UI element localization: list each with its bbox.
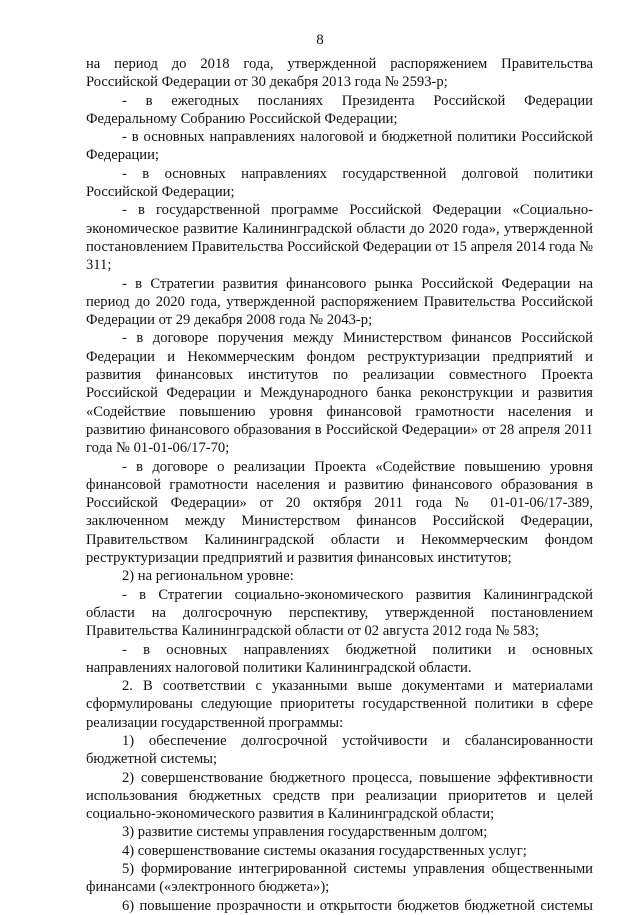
paragraph-6: - в Стратегии развития финансового рынка Российской Федерации на период до 2020 года, утвержденной распоряжением Правительства Российской Федерации от 29 декабря 2008 года № 2043-р; xyxy=(86,275,593,329)
paragraph-12: 2. В соответствии с указанными выше документами и материалами сформулированы следующие приоритеты государственной политики в сфере реализации государственной программы: xyxy=(86,678,593,731)
paragraph-14: 2) совершенствование бюджетного процесса, повышение эффективности использования бюджетных средств при реализации приоритетов и целей социально-экономического развития в Калининградской области; xyxy=(86,769,593,823)
paragraph-15: 3) развитие системы управления государственным долгом; xyxy=(122,824,488,841)
paragraph-7: - в договоре поручения между Министерством финансов Российской Федерации и Некоммерческим фондом реструктуризации предприятий и развития финансовых институтов по реализации совместного Проекта Российской Федерации и Международного банка реконструкции и развития «Содействие повышению уровня финансовой грамотности населения и развитию финансового образования в Российской Федерации» от 28 апреля 2011 года № 01-01-06/17-70; xyxy=(86,330,593,457)
paragraph-17: 5) формирование интегрированной системы управления общественными финансами («электронного бюджета»); xyxy=(86,861,593,896)
paragraph-13: 1) обеспечение долгосрочной устойчивости и сбалансированности бюджетной системы; xyxy=(86,732,593,768)
paragraph-8: - в договоре о реализации Проекта «Содействие повышению уровня финансовой грамотности населения и развитию финансового образования в Российской Федерации» от 20 октября 2011 года № 01-01-06/17-389, заключенном между Министерством финансов Российской Федерации, Правительством Калининградской области и Некоммерческим фондом реструктуризации предприятий и развития финансовых институтов; xyxy=(86,458,593,567)
document-body xyxy=(86,55,593,915)
paragraph-4: - в основных направлениях государственной долговой политики Российской Федерации; xyxy=(86,165,593,201)
paragraph-9: 2) на региональном уровне: xyxy=(122,568,294,585)
paragraph-2: - в ежегодных посланиях Президента Российской Федерации Федеральному Собранию Российской Федерации; xyxy=(86,92,593,127)
paragraph-11: - в основных направлениях бюджетной политики и основных направлениях налоговой политики Калининградской области. xyxy=(86,641,593,676)
paragraph-16: 4) совершенствование системы оказания государственных услуг; xyxy=(122,842,527,859)
paragraph-1: на период до 2018 года, утвержденной распоряжением Правительства Российской Федерации от 30 декабря 2013 года № 2593-р; xyxy=(86,56,593,91)
paragraph-18: 6) повышение прозрачности и открытости бюджетов бюджетной системы xyxy=(122,897,593,914)
page-number: 8 xyxy=(316,32,324,48)
paragraph-10: - в Стратегии социально-экономического развития Калининградской области на долгосрочную перспективу, утвержденной постановлением Правительства Калининградской области от 02 августа 2012 года № 583; xyxy=(86,586,593,640)
paragraph-5: - в государственной программе Российской Федерации «Социально-экономическое развитие Калининградской области до 2020 года», утвержденной постановлением Правительства Российской Федерации от 15 апреля 2014 года № 311; xyxy=(86,202,593,274)
paragraph-3: - в основных направлениях налоговой и бюджетной политики Российской Федерации; xyxy=(86,129,593,164)
